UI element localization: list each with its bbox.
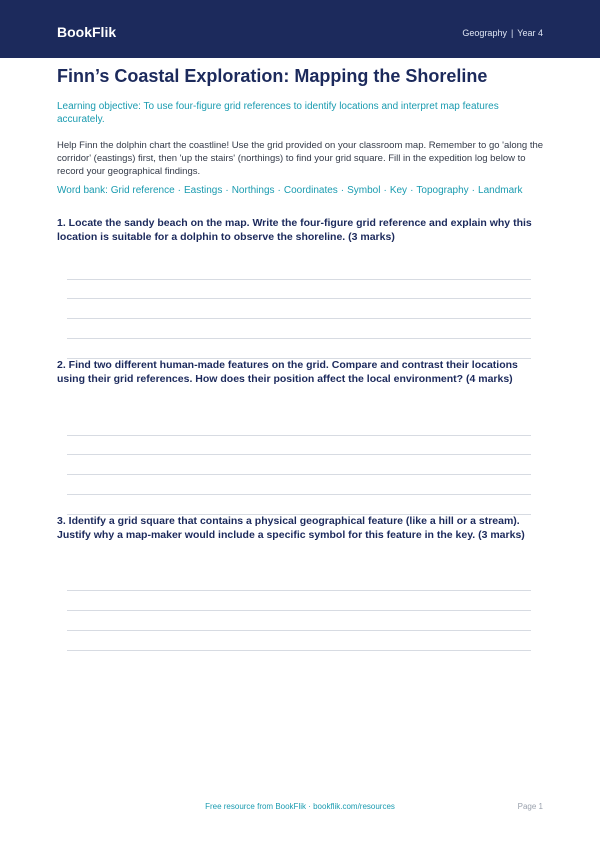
word-bank-word: Grid reference [110,185,175,196]
question-3: 3. Identify a grid square that contains a physical geographical feature (like a hill or a stream). Justify why a map-maker would include a specific symbol for this feature in the key. (3 marks) [57,515,525,541]
answer-line[interactable] [67,610,531,611]
footer-link[interactable]: Free resource from BookFlik · bookflik.com/resources [205,802,395,811]
word-bank-dot: · [383,185,387,196]
word-bank-word: Northings [231,185,275,196]
subject-label: Geography [462,28,507,38]
word-bank-label: Word bank: [57,185,108,196]
word-bank-word: Coordinates [283,185,338,196]
word-bank-word: Topography [416,185,469,196]
word-bank-word: Symbol [347,185,381,196]
page-number: Page 1 [517,802,543,811]
answer-line[interactable] [67,494,531,495]
answer-line[interactable] [67,474,531,475]
answer-line[interactable] [67,318,531,319]
learning-objective: Learning objective: To use four-figure grid references to identify locations and interpret map features accurately. [57,101,499,125]
question-2: 2. Find two different human-made features on the grid. Compare and contrast their locations using their grid references. How does their position affect the local environment? (4 marks) [57,359,518,385]
answer-line[interactable] [67,435,531,436]
answer-line[interactable] [67,338,531,339]
intro-text: Help Finn the dolphin chart the coastline! Use the grid provided on your classroom map. Remember to go 'along the corridor' (eastings) first, then 'up the stairs' (northings) to find your grid square. Fill in the expedition log below to record your geographical findings. [57,140,544,177]
word-bank-dot: · [277,185,281,196]
answer-line[interactable] [67,630,531,631]
word-bank-dot: · [410,185,414,196]
subject-year-label [462,28,543,38]
word-bank-dot: · [225,185,229,196]
header-bar [0,0,600,58]
word-bank-dot: · [340,185,345,196]
brand-logo[interactable]: BookFlik [57,24,117,40]
answer-line[interactable] [67,650,531,651]
word-bank-word: Landmark [478,185,523,196]
word-bank-dot: · [177,185,181,196]
word-bank [57,185,547,196]
answer-line[interactable] [67,454,531,455]
word-bank-word: Key [389,185,408,196]
question-1: 1. Locate the sandy beach on the map. Write the four-figure grid reference and explain why this location is suitable for a dolphin to observe the shoreline. (3 marks) [57,217,532,243]
word-bank-word: Eastings [184,185,223,196]
answer-line[interactable] [67,279,531,280]
answer-line[interactable] [67,590,531,591]
word-bank-dot: · [471,185,476,196]
meta-separator: | [510,28,514,38]
year-label: Year 4 [517,28,543,38]
answer-line[interactable] [67,298,531,299]
page-title: Finn’s Coastal Exploration: Mapping the Shoreline [57,66,488,86]
